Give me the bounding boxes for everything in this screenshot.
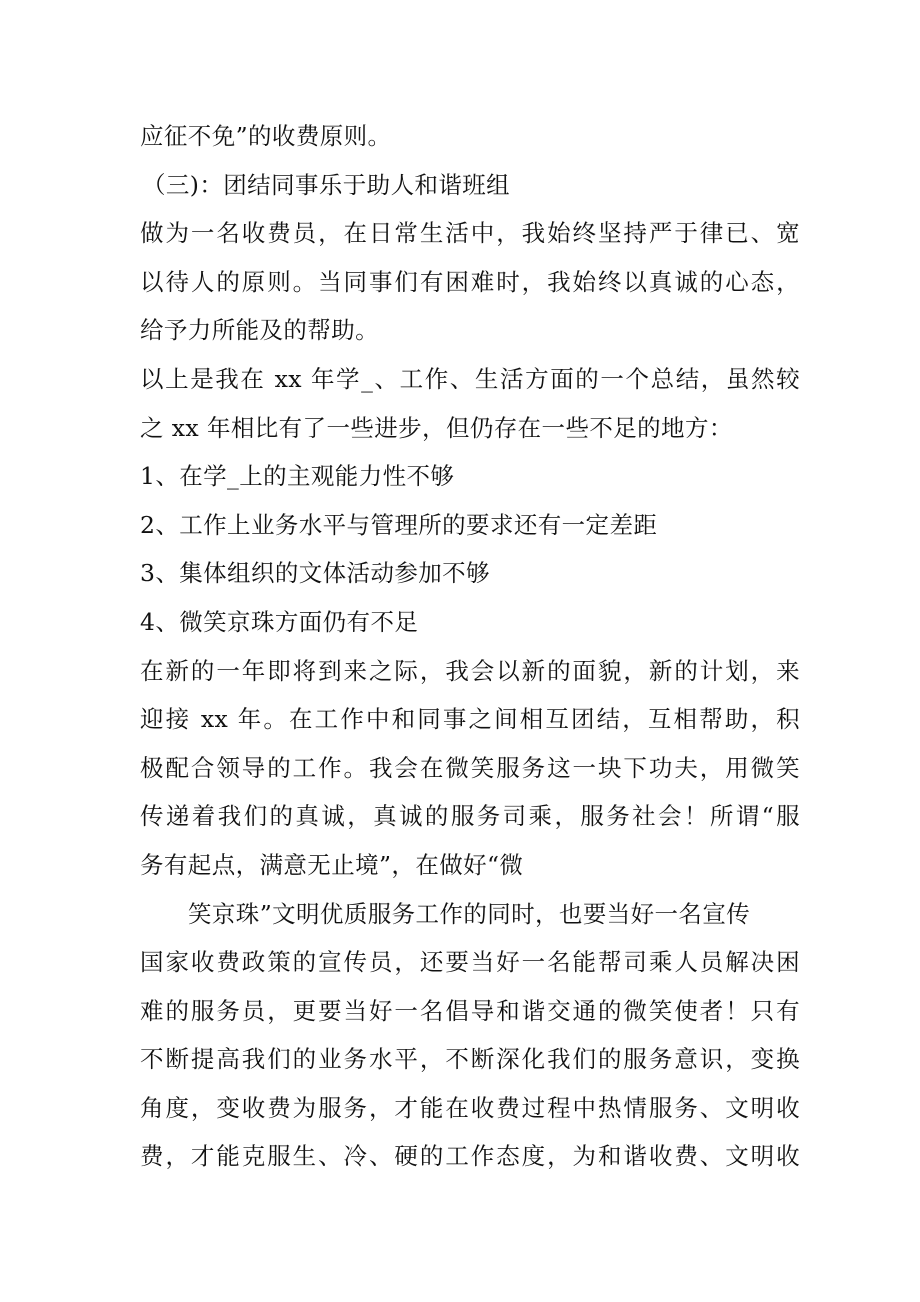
section-heading: （三)：团结同事乐于助人和谐班组 <box>142 170 511 199</box>
text-line: 以待人的原则。当同事们有困难时，我始终以真诚的心态， <box>140 267 800 296</box>
text-line: 迎接 xx 年。在工作中和同事之间相互团结，互相帮助，积 <box>140 705 800 734</box>
list-item: 2、工作上业务水平与管理所的要求还有一定差距 <box>140 510 658 539</box>
text-line: 角度，变收费为服务，才能在收费过程中热情服务、文明收 <box>140 1093 800 1122</box>
list-item: 4、微笑京珠方面仍有不足 <box>140 607 419 636</box>
list-item: 3、集体组织的文体活动参加不够 <box>140 559 490 588</box>
text-line: 极配合领导的工作。我会在微笑服务这一块下功夫，用微笑 <box>140 753 800 782</box>
text-line: 做为一名收费员，在日常生活中，我始终坚持严于律已、宽 <box>140 219 800 248</box>
text-line: 难的服务员，更要当好一名倡导和谐交通的微笑使者！只有 <box>140 996 800 1025</box>
text-line: 应征不免”的收费原则。 <box>140 122 392 150</box>
list-item: 1、在学_上的主观能力性不够 <box>140 462 455 491</box>
text-line: 不断提高我们的业务水平，不断深化我们的服务意识，变换 <box>140 1045 800 1074</box>
document-body <box>140 112 800 1181</box>
text-line: 笑京珠”文明优质服务工作的同时，也要当好一名宣传 <box>188 899 751 928</box>
text-line: 费，才能克服生、冷、硬的工作态度，为和谐收费、文明收 <box>140 1142 800 1171</box>
text-line: 给予力所能及的帮助。 <box>140 316 379 345</box>
text-line: 在新的一年即将到来之际，我会以新的面貌，新的计划，来 <box>140 656 800 685</box>
text-line: 传递着我们的真诚，真诚的服务司乘，服务社会！所谓“服 <box>140 802 800 831</box>
text-line: 之 xx 年相比有了一些进步，但仍存在一些不足的地方： <box>140 413 733 442</box>
text-line: 务有起点，满意无止境”，在做好“微 <box>140 850 524 879</box>
text-line: 国家收费政策的宣传员，还要当好一名能帮司乘人员解决困 <box>140 948 800 977</box>
text-line: 以上是我在 xx 年学_、工作、生活方面的一个总结，虽然较 <box>140 364 800 393</box>
